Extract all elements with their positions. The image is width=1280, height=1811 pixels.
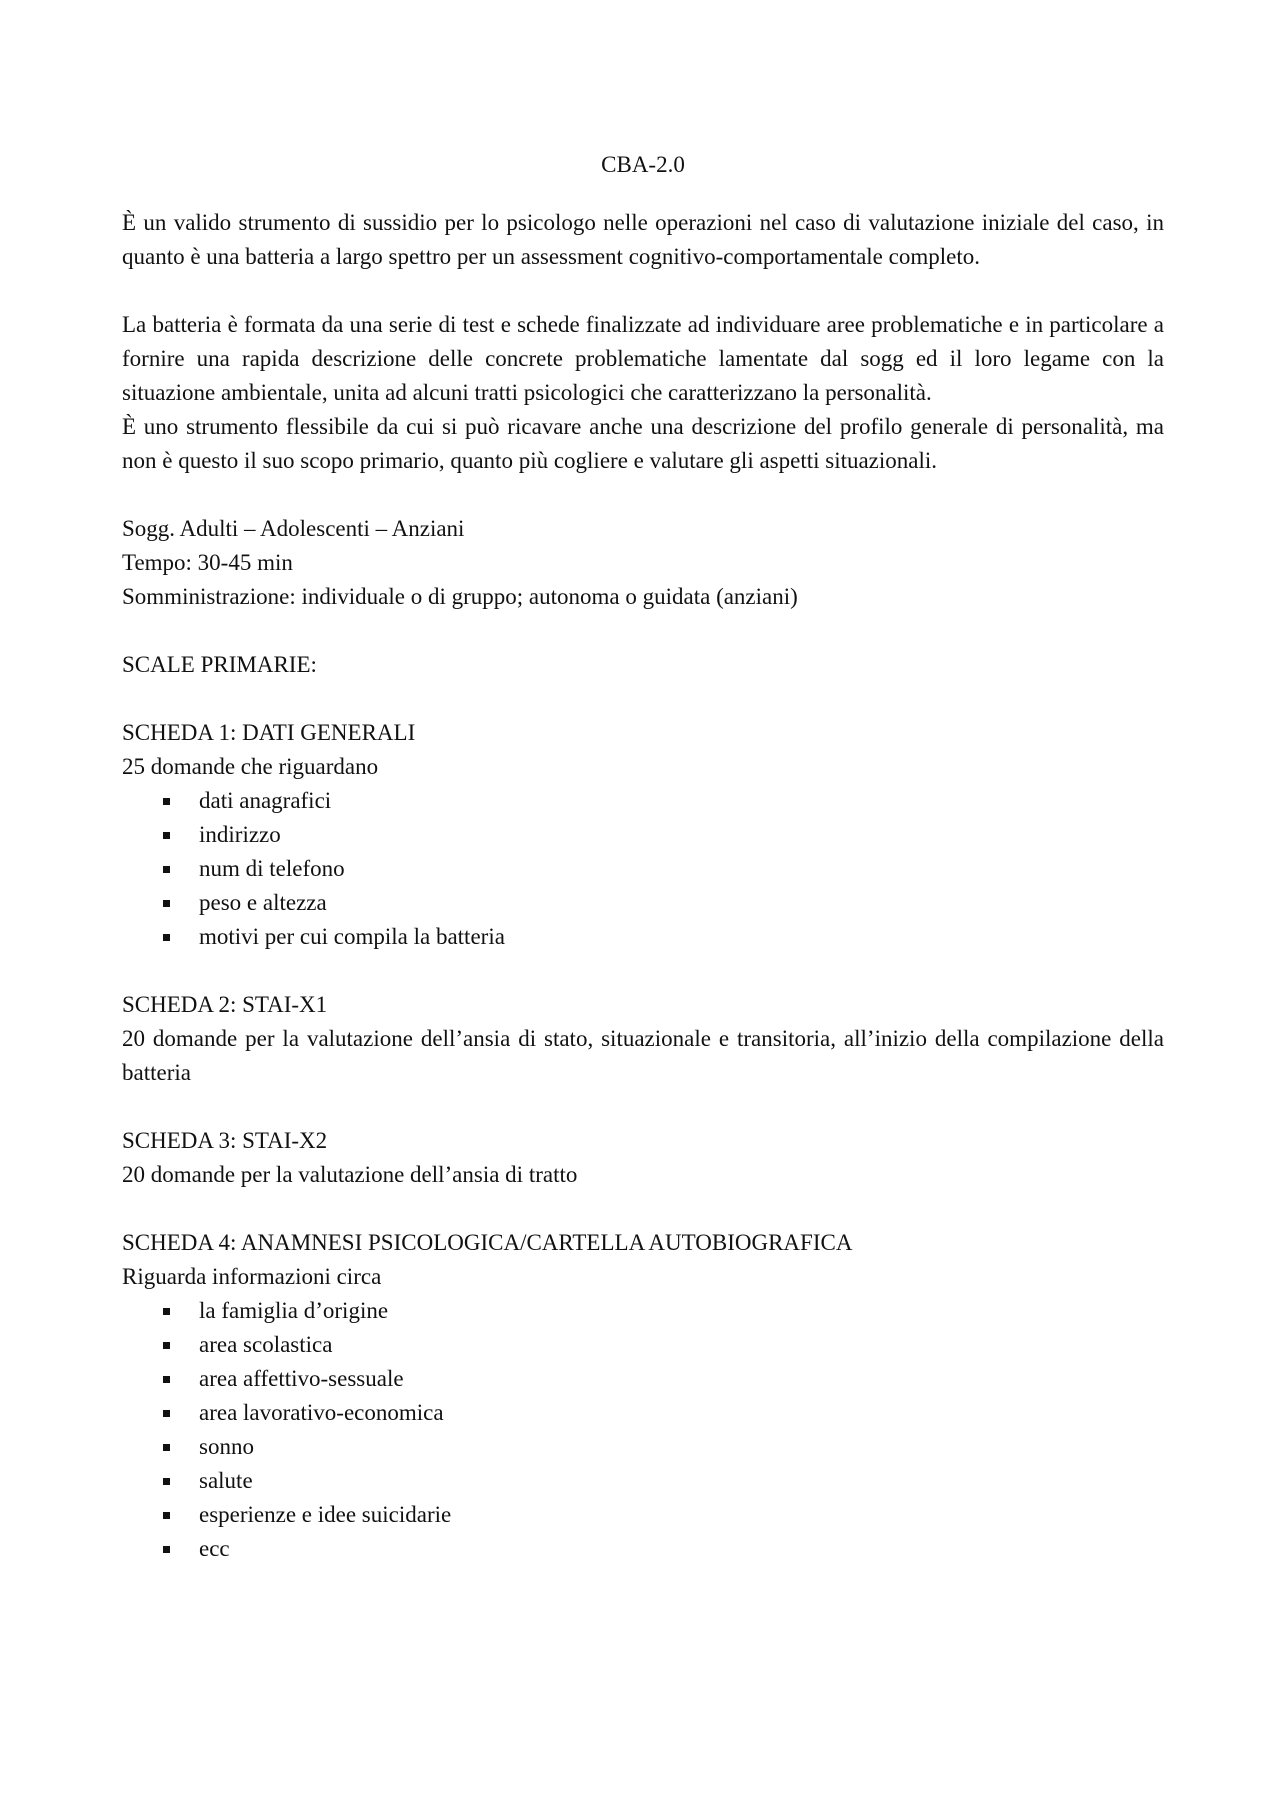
- list-item-text: motivi per cui compila la batteria: [199, 924, 505, 949]
- list-item-text: esperienze e idee suicidarie: [199, 1502, 452, 1527]
- list-item-text: area scolastica: [199, 1332, 333, 1357]
- list-item: [122, 1396, 1164, 1430]
- sheet-heading: SCHEDA 3: STAI-X2: [122, 1128, 328, 1153]
- spacer: [122, 614, 1164, 648]
- list-item-text: la famiglia d’origine: [199, 1298, 389, 1323]
- list-item: [122, 818, 1164, 852]
- square-bullet-icon: [163, 934, 170, 941]
- square-bullet-icon: [163, 1308, 170, 1315]
- list-item-text: sonno: [199, 1434, 254, 1459]
- square-bullet-icon: [163, 900, 170, 907]
- list-item: [122, 784, 1164, 818]
- list-item-text: area lavorativo-economica: [199, 1400, 444, 1425]
- intro-paragraph: È un valido strumento di sussidio per lo psicologo nelle operazioni nel caso di valutazione iniziale del caso, in quanto è una batteria a largo spettro per un assessment cognitivo-comportamentale completo.: [122, 210, 1164, 269]
- spacer: [122, 478, 1164, 512]
- sheet-1-section: [122, 716, 1164, 954]
- list-item: [122, 1498, 1164, 1532]
- list-item-text: dati anagrafici: [199, 788, 332, 813]
- spacer: [122, 682, 1164, 716]
- sheet-4-section: [122, 1226, 1164, 1566]
- square-bullet-icon: [163, 1478, 170, 1485]
- spacer: [122, 1090, 1164, 1124]
- description-paragraph-1: La batteria è formata da una serie di test e schede finalizzate ad individuare aree problematiche e in particolare a fornire una rapida descrizione delle concrete problematiche lamentate dal sogg ed il loro legame con la situazione ambientale, unita ad alcuni tratti psicologici che caratterizzano la personalità.: [122, 312, 1164, 405]
- spacer: [122, 954, 1164, 988]
- sheet-heading: SCHEDA 4: ANAMNESI PSICOLOGICA/CARTELLA AUTOBIOGRAFICA: [122, 1230, 853, 1255]
- sheet-1-bullet-list: [122, 784, 1164, 954]
- sheet-heading: SCHEDA 2: STAI-X1: [122, 992, 328, 1017]
- list-item: [122, 1362, 1164, 1396]
- description-paragraph-2: È uno strumento flessibile da cui si può ricavare anche una descrizione del profilo generale di personalità, ma non è questo il suo scopo primario, quanto più cogliere e valutare gli aspetti situazionali.: [122, 414, 1164, 473]
- square-bullet-icon: [163, 1546, 170, 1553]
- sheet-text: 25 domande che riguardano: [122, 754, 379, 779]
- document-title: CBA-2.0: [601, 152, 685, 177]
- sheet-text: 20 domande per la valutazione dell’ansia di stato, situazionale e transitoria, all’inizio della compilazione della batteria: [122, 1026, 1164, 1085]
- list-item-text: num di telefono: [199, 856, 345, 881]
- spacer: [122, 1192, 1164, 1226]
- square-bullet-icon: [163, 1410, 170, 1417]
- scales-heading: SCALE PRIMARIE:: [122, 652, 317, 677]
- square-bullet-icon: [163, 866, 170, 873]
- list-item-text: indirizzo: [199, 822, 281, 847]
- square-bullet-icon: [163, 798, 170, 805]
- square-bullet-icon: [163, 1376, 170, 1383]
- sheet-4-bullet-list: [122, 1294, 1164, 1566]
- list-item: [122, 886, 1164, 920]
- time-line: Tempo: 30-45 min: [122, 550, 293, 575]
- administration-line: Somministrazione: individuale o di gruppo; autonoma o guidata (anziani): [122, 584, 798, 609]
- subjects-line: Sogg. Adulti – Adolescenti – Anziani: [122, 516, 465, 541]
- list-item: [122, 1464, 1164, 1498]
- square-bullet-icon: [163, 1512, 170, 1519]
- sheet-text: 20 domande per la valutazione dell’ansia di tratto: [122, 1162, 578, 1187]
- sheet-heading: SCHEDA 1: DATI GENERALI: [122, 720, 416, 745]
- list-item-text: peso e altezza: [199, 890, 327, 915]
- sheet-text: Riguarda informazioni circa: [122, 1264, 382, 1289]
- list-item: [122, 1328, 1164, 1362]
- list-item: [122, 1294, 1164, 1328]
- spacer: [122, 274, 1164, 308]
- document-page: [122, 148, 1164, 1566]
- square-bullet-icon: [163, 1444, 170, 1451]
- list-item: [122, 1532, 1164, 1566]
- list-item-text: ecc: [199, 1536, 230, 1561]
- sheet-2-section: [122, 988, 1164, 1090]
- sheet-3-section: [122, 1124, 1164, 1192]
- list-item: [122, 1430, 1164, 1464]
- square-bullet-icon: [163, 1342, 170, 1349]
- square-bullet-icon: [163, 832, 170, 839]
- list-item: [122, 852, 1164, 886]
- list-item: [122, 920, 1164, 954]
- list-item-text: area affettivo-sessuale: [199, 1366, 404, 1391]
- list-item-text: salute: [199, 1468, 253, 1493]
